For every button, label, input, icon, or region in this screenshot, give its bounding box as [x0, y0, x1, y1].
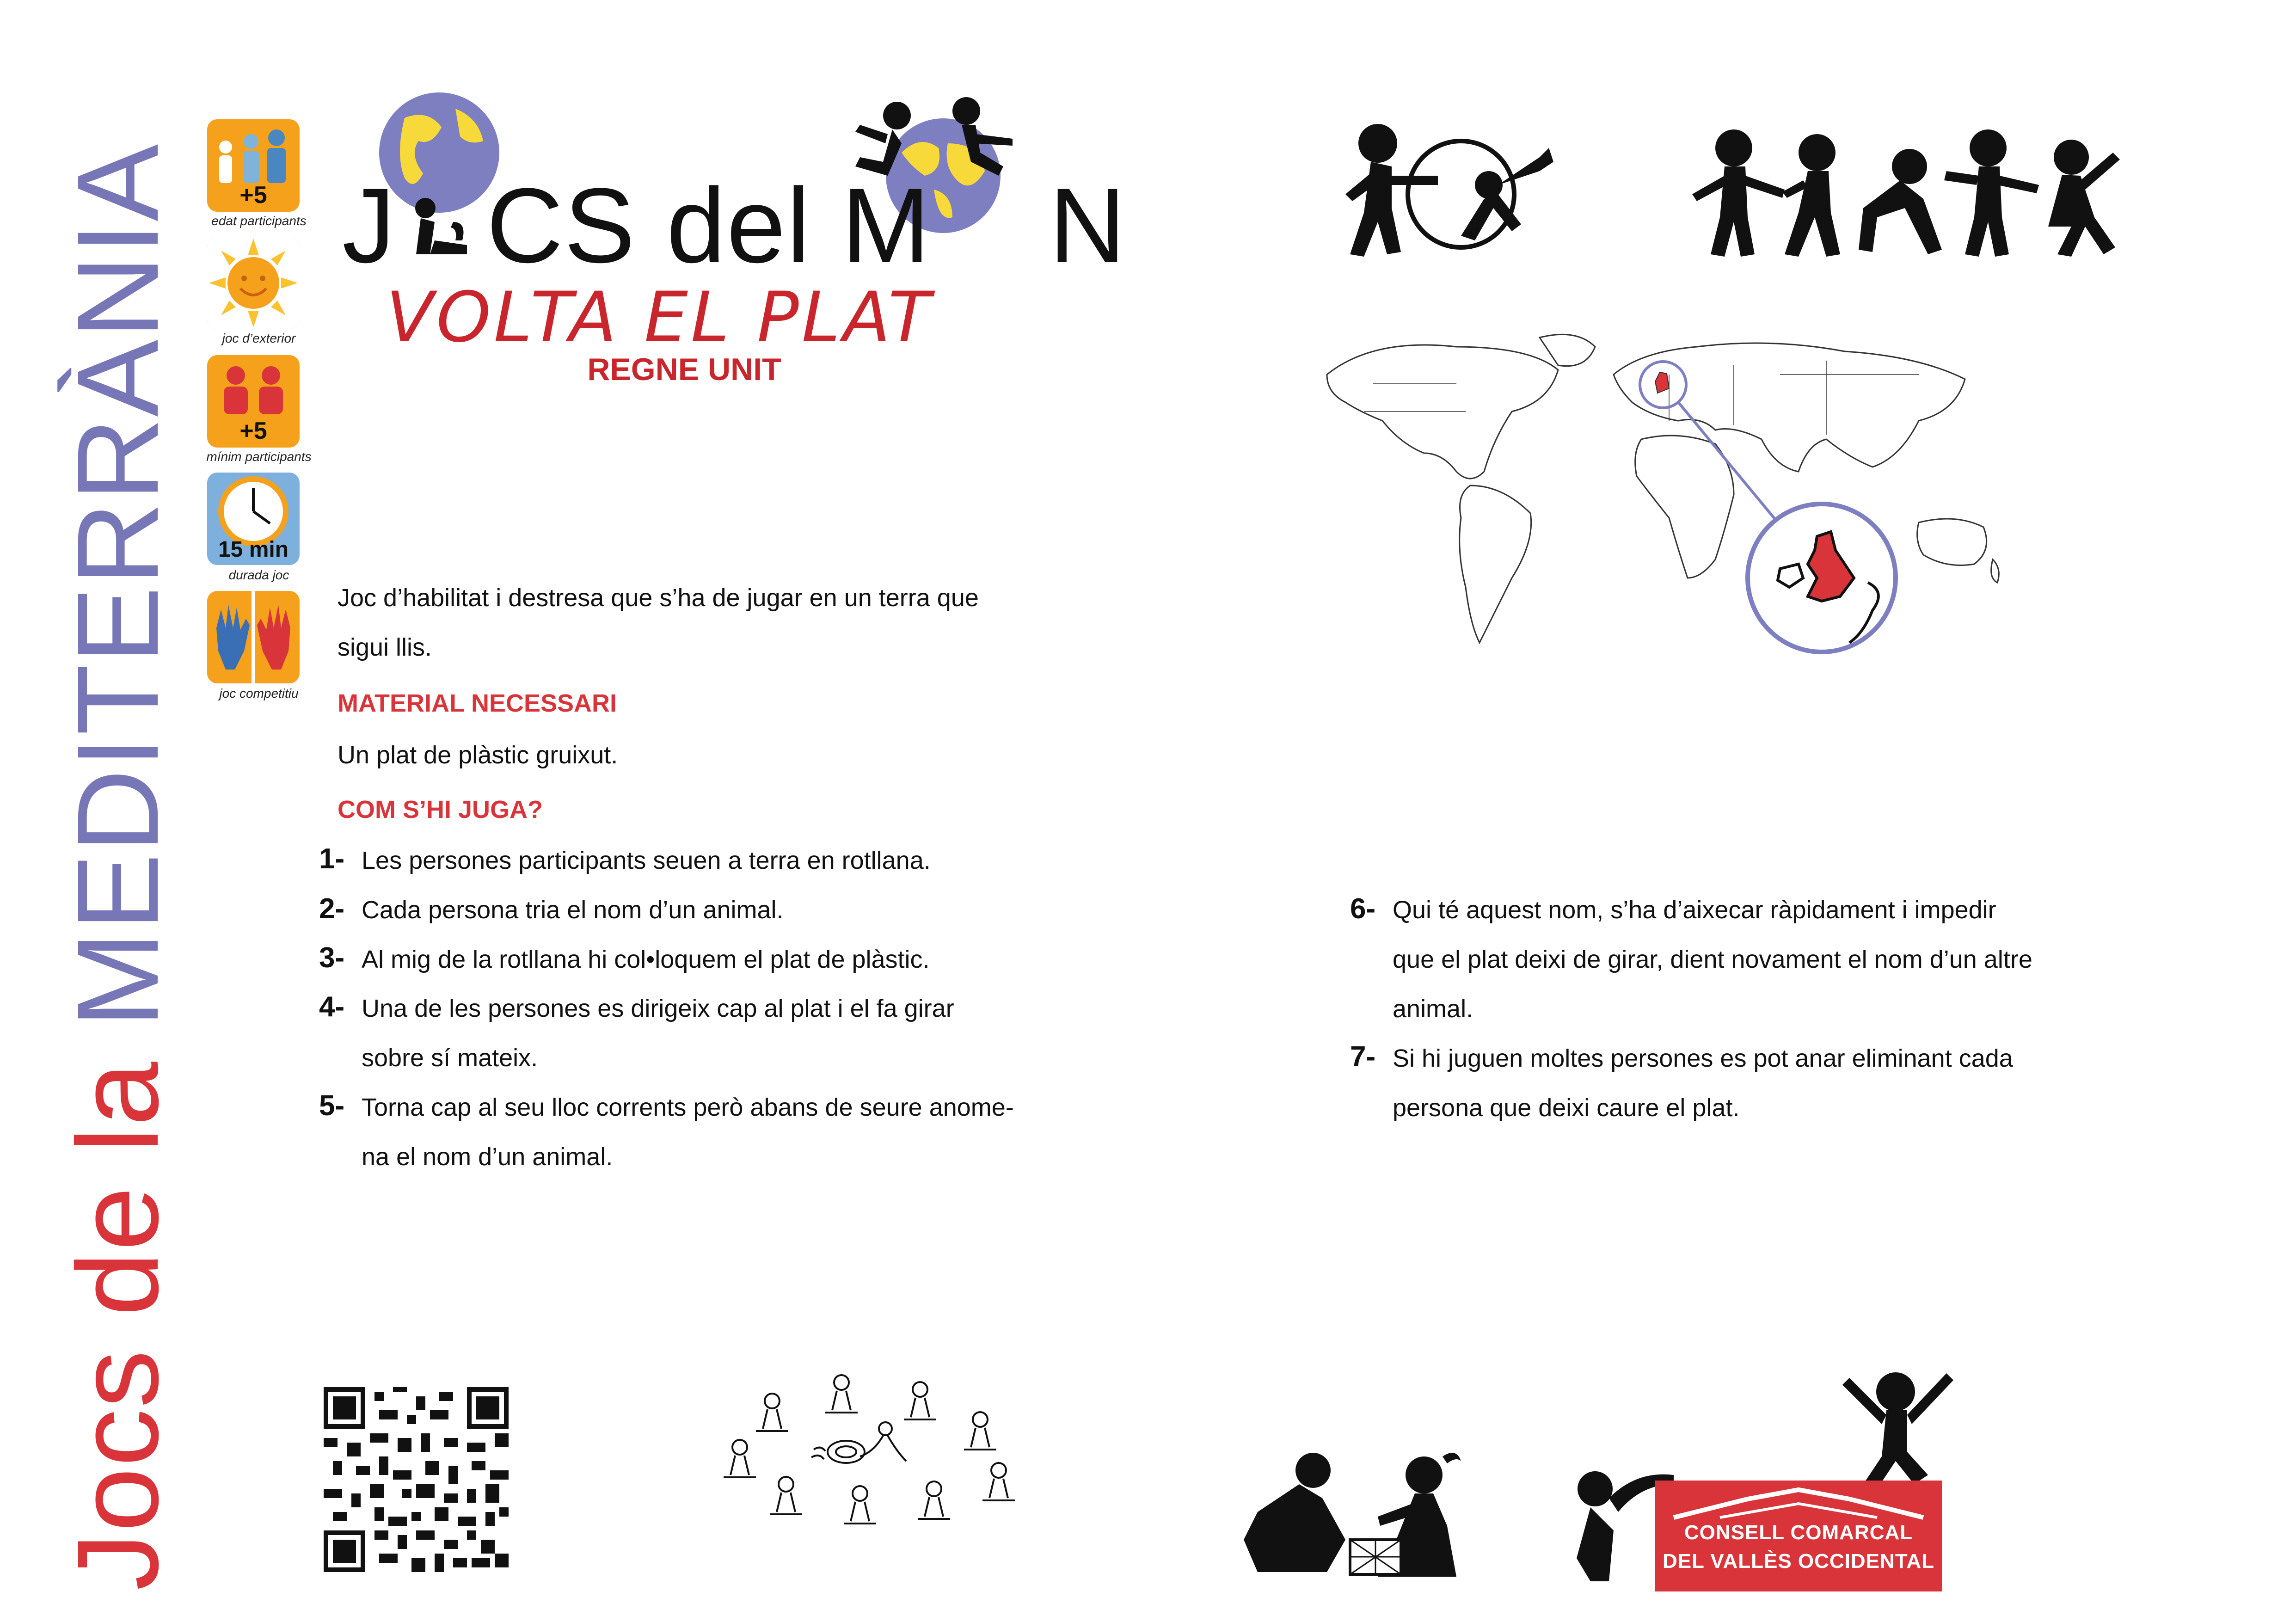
step-7-number: 7-	[1350, 1041, 1376, 1073]
outdoor-caption: joc d’exterior	[222, 331, 296, 345]
side-title-part2: MEDITERRÀNIA	[53, 143, 182, 1028]
how-heading: COM S’HI JUGA?	[338, 796, 543, 823]
child-with-hoop-icon	[1345, 116, 1577, 273]
intro-text: Joc d’habilitat i destresa que s’ha de jugar en un terra que sigui llis.	[338, 584, 979, 661]
step-1-number: 1-	[319, 843, 345, 875]
clock-icon	[207, 473, 300, 565]
main-title: J CS del M N	[342, 166, 1127, 285]
age-caption: edat participants	[211, 214, 307, 228]
material-text: Un plat de plàstic gruixut.	[338, 741, 618, 769]
children-board-game-icon	[1239, 1447, 1498, 1586]
step-3-text: Al mig de la rotllana hi col•loquem el plat de plàstic.	[362, 946, 930, 973]
consell-comarcal-logo	[1655, 1481, 1942, 1591]
min-players-value: +5	[239, 418, 267, 444]
step-2-number: 2-	[319, 893, 345, 925]
step-6-number: 6-	[1350, 893, 1376, 925]
two-people-icon	[207, 355, 300, 448]
duration-caption: durada joc	[228, 568, 289, 582]
mountain-logo-icon	[1655, 1481, 1942, 1522]
step-4-number: 4-	[319, 991, 345, 1023]
step-4-text: Una de les persones es dirigeix cap al plat i el fa girar sobre sí mateix.	[362, 995, 954, 1072]
competitive-caption: joc competitiu	[219, 686, 299, 700]
step-1-text: Les persones participants seuen a terra en rotllana.	[362, 847, 931, 874]
game-name: VOLTA EL PLAT	[386, 277, 933, 358]
logo-line2: DEL VALLÈS OCCIDENTAL	[1662, 1550, 1935, 1573]
side-title-part1: Jocs de la	[53, 1061, 182, 1591]
step-3-number: 3-	[319, 942, 345, 974]
duration-value: 15 min	[218, 537, 289, 562]
logo-line1: CONSELL COMARCAL	[1684, 1521, 1913, 1544]
step-7-text: Si hi juguen moltes persones es pot anar eliminant cada persona que deixi caure el plat.	[1393, 1044, 2013, 1122]
step-5-number: 5-	[319, 1090, 345, 1122]
age-icon	[207, 119, 300, 212]
material-heading: MATERIAL NECESSARI	[338, 689, 617, 717]
step-5-text: Torna cap al seu lloc corrents però abans de seure anome- na el nom d’un animal.	[362, 1094, 1014, 1171]
min-players-caption: mínim participants	[206, 449, 312, 464]
step-6-text: Qui té aquest nom, s’ha d’aixecar ràpidament i impedir que el plat deixi de girar, dient novament el nom d’un altre animal.	[1393, 896, 2032, 1023]
step-2-text: Cada persona tria el nom d’un animal.	[362, 896, 784, 924]
side-title	[53, 143, 182, 1591]
world-map	[1318, 319, 2173, 689]
hands-icon	[207, 591, 300, 683]
country: REGNE UNIT	[587, 352, 781, 387]
qr-code[interactable]	[324, 1387, 509, 1572]
children-playing-icon	[1688, 116, 2127, 264]
age-value: +5	[239, 182, 267, 209]
children-circle-drawing	[721, 1369, 1026, 1544]
sun-icon	[207, 237, 300, 329]
